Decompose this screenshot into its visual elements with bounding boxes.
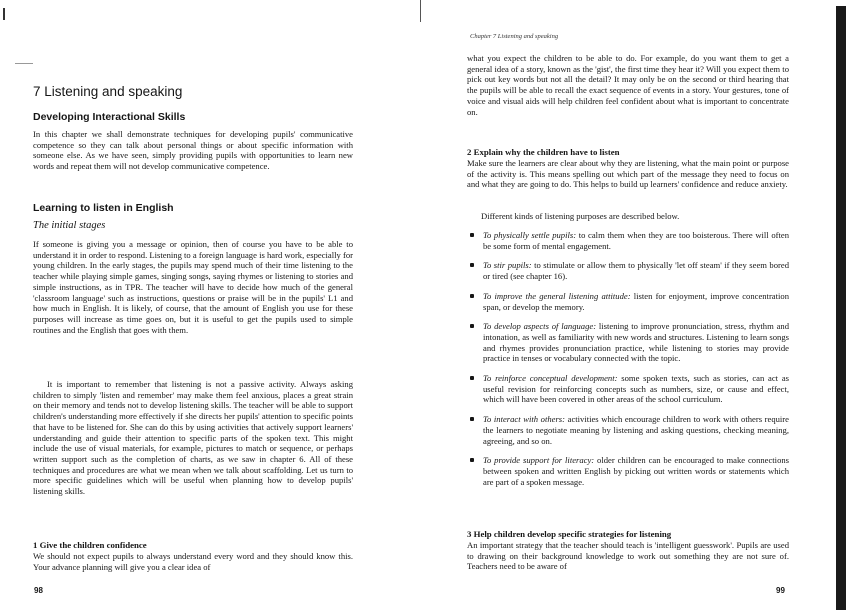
page-number-right: 99 bbox=[776, 586, 785, 595]
running-head: Chapter 7 Listening and speaking bbox=[470, 33, 559, 40]
point-1-text: We should not expect pupils to always understand every word and they should know this. Your advance planning will give you a clear idea of bbox=[33, 551, 353, 572]
point-1-heading: 1 Give the children confidence bbox=[33, 540, 147, 550]
list-item: To interact with others: activities which encourage children to work with others require the learners to negotiate meaning by listening and asking questions, checking meaning, agreeing, and so on. bbox=[467, 414, 789, 446]
intro-paragraph: In this chapter we shall demonstrate techniques for developing pupils' communicative competence so they can talk about personal things or about specific information with someone else. As we have seen, simply providing pupils with opportunities to learn new words and repeat them will not develop communicative competence. bbox=[33, 129, 353, 172]
section-heading: Developing Interactional Skills bbox=[33, 111, 186, 123]
point-2-heading: 2 Explain why the children have to listen bbox=[467, 147, 620, 157]
purpose-list bbox=[467, 230, 789, 496]
continued-paragraph: what you expect the children to be able to do. For example, do you want them to get a general idea of a story, known as the 'gist', the first time they hear it? Will you expect them to pick out key words but not all the detail? It may only be on the second or third hearing that the pupils will be able to recall the exact sequence of events in a story. Your gestures, tone of voice and visual aids will help children feel confident about what is important to concentrate on. bbox=[467, 53, 789, 117]
point-2-text: Make sure the learners are clear about why they are listening, what the main point or purpose of the activity is. This means spelling out which part of the message they need to focus on and what they are going to do. This helps to build up learners' confidence and reduce anxiety. bbox=[467, 158, 789, 190]
list-item: To improve the general listening attitude: listen for enjoyment, improve concentration span, or develop the memory. bbox=[467, 291, 789, 312]
paragraph-listening-active: It is important to remember that listening is not a passive activity. Always asking children to simply 'listen and remember' may make them feel anxious, places a great strain on their memory and tends not to develop listening skills. The teacher will be able to support children's understanding more effectively if she directs her pupils' attention to specific points that have to be listened for. She can do this by using activities that actively support learners' understanding and guide their attention to specific parts of the spoken text. This might include the use of visual materials, for example, pictures to match or sequence, or perhaps written support such as the completion of charts, as we saw in chapter 6. All of these techniques and procedures are what we mean when we talk about scaffolding. Let us turn to more specific guidelines which will be useful when planning how to develop pupils' listening skills. bbox=[33, 379, 353, 497]
subsection-heading: Learning to listen in English bbox=[33, 202, 174, 214]
paragraph-initial-stages: If someone is giving you a message or opinion, then of course you have to be able to understand it in order to respond. Listening to a foreign language is hard work, especially for young children. In the early stages, the pupils may spend much of their time listening to the teacher while playing simple games, singing songs, saying rhymes or listening to stories and simple instructions, as in TPR. The teacher will have to decide how much of the general 'classroom language' such as instructions, questions or praise will be in the pupils' L1 and how much in English. It is likely, of course, that the amount of English you use for these purposes will increase as time goes on, but it is useful to get the pupils used to simple routines and the English that goes with them. bbox=[33, 239, 353, 335]
point-2-followup: Different kinds of listening purposes are described below. bbox=[481, 211, 680, 221]
list-item: To develop aspects of language: listening to improve pronunciation, stress, rhythm and intonation, as well as familiarity with new words and structures. Listening to learn songs and rhymes provides pronunciation practice, while listening to stories may provide practice in tenses or vocabulary connected with the topic. bbox=[467, 321, 789, 364]
list-item: To reinforce conceptual development: some spoken texts, such as stories, can act as useful revision for reinforcing concepts such as numbers, size, or cause and effect, which will have been covered in other areas of the school curriculum. bbox=[467, 373, 789, 405]
list-item: To provide support for literacy: older children can be encouraged to make connections between spoken and written English by picking out written words or statements which are part of a spoken message. bbox=[467, 455, 789, 487]
point-3-heading: 3 Help children develop specific strategies for listening bbox=[467, 529, 672, 539]
chapter-title: 7 Listening and speaking bbox=[33, 84, 183, 99]
list-item: To physically settle pupils: to calm them when they are too boisterous. There will often be some form of mental engagement. bbox=[467, 230, 789, 251]
page-number-left: 98 bbox=[34, 586, 43, 595]
list-item: To stir pupils: to stimulate or allow them to physically 'let off steam' if they seem bored or tired (see chapter 16). bbox=[467, 260, 789, 281]
point-3-text: An important strategy that the teacher should teach is 'intelligent guesswork'. Pupils are used to drawing on their background knowledge to work out something they are not sure of. Teachers need to be aware of bbox=[467, 540, 789, 572]
page-edge bbox=[836, 6, 846, 610]
subsubsection-heading: The initial stages bbox=[33, 220, 106, 231]
